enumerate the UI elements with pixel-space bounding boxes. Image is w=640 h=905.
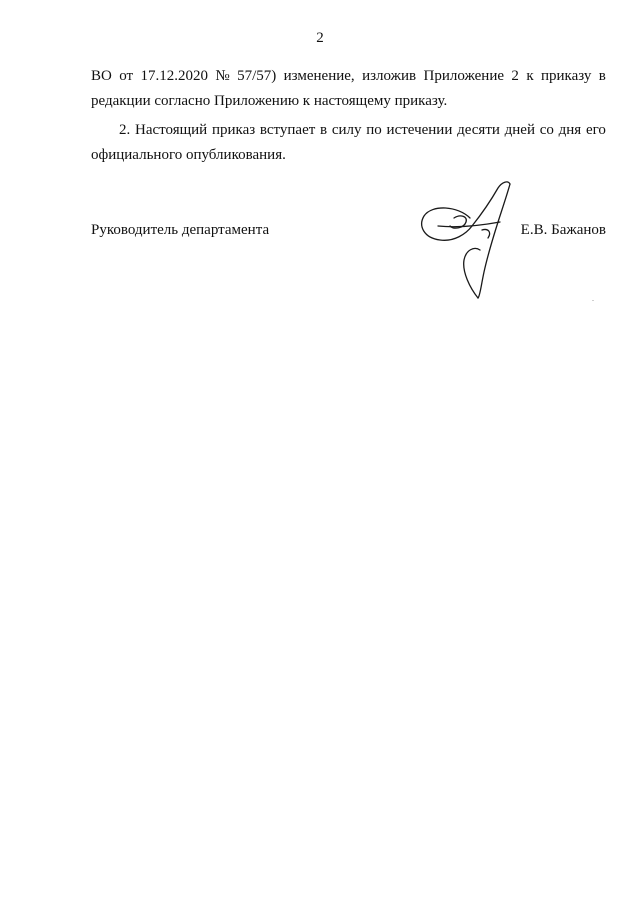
word: 57/57)	[237, 68, 277, 84]
word: истечении	[386, 122, 453, 138]
word: 17.12.2020	[140, 68, 208, 84]
word: изменение,	[283, 68, 355, 84]
word: десяти	[457, 122, 500, 138]
signer-name: Е.В. Бажанов	[520, 222, 606, 238]
paragraph-effective-date	[91, 118, 606, 168]
word: к	[526, 68, 534, 84]
word: №	[215, 68, 230, 84]
word: по	[366, 122, 382, 138]
word: его	[585, 122, 606, 138]
signer-position: Руководитель департамента	[91, 222, 270, 238]
word: в	[598, 68, 606, 84]
word: приказу	[541, 68, 592, 84]
page-number: 2	[316, 30, 324, 46]
word: от	[119, 68, 134, 84]
paragraph-amendment-line-2: редакции согласно Приложению к настоящему приказу.	[91, 93, 448, 109]
handwritten-signature-icon	[418, 176, 518, 300]
paragraph-amendment	[91, 64, 606, 114]
word: изложив	[362, 68, 417, 84]
word: Настоящий	[134, 122, 208, 138]
word: дней	[504, 122, 535, 138]
word: ВО	[91, 68, 112, 84]
word: силу	[331, 122, 362, 138]
paragraph-effective-date-line-1	[91, 118, 606, 143]
word: дня	[558, 122, 582, 138]
word: приказ	[211, 122, 256, 138]
word: 2	[511, 68, 519, 84]
signature-block	[91, 222, 606, 242]
paragraph-effective-date-line-2: официального опубликования.	[91, 147, 286, 163]
word: со	[539, 122, 554, 138]
scan-artifact	[592, 300, 594, 301]
word: Приложение	[423, 68, 505, 84]
word: вступает	[259, 122, 316, 138]
paragraph-amendment-line-1	[91, 64, 606, 89]
word: в	[320, 122, 328, 138]
word: 2.	[119, 122, 131, 138]
